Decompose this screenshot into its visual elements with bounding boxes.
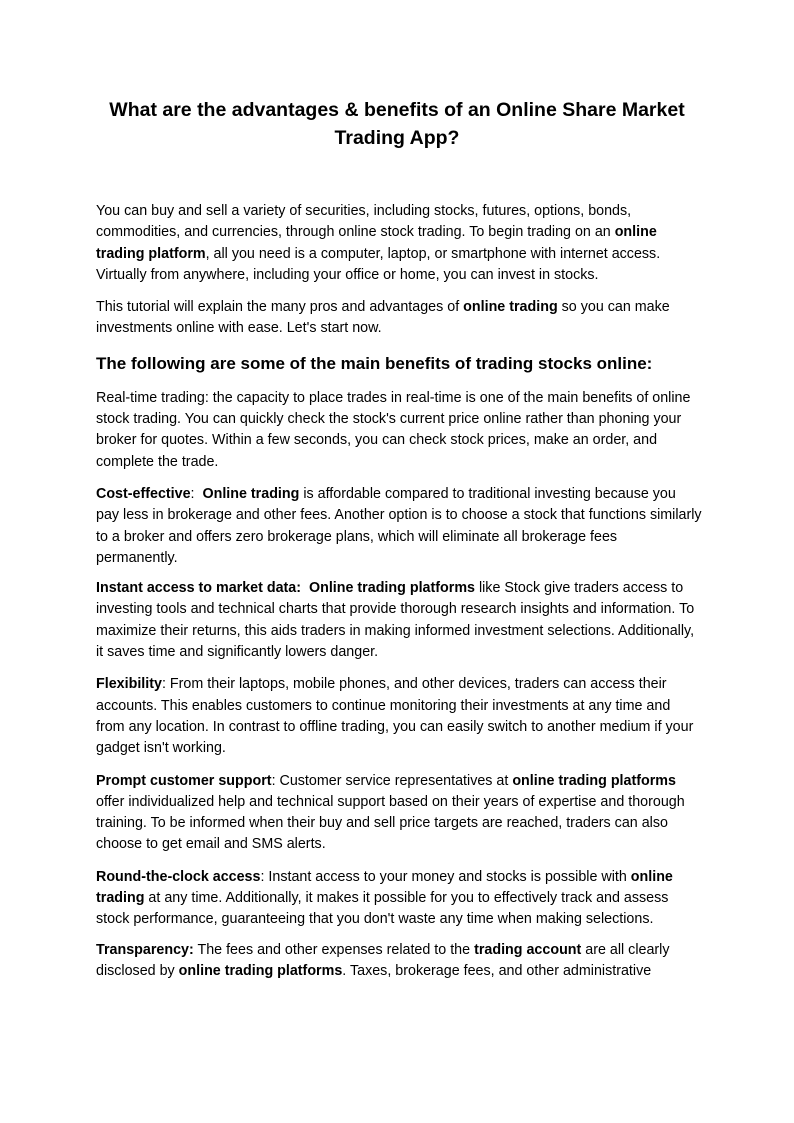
benefit-instant-access <box>96 578 702 663</box>
bold-term: online trading platforms <box>178 962 343 979</box>
bold-term: Online trading platforms <box>308 580 475 597</box>
bold-term: online trading <box>463 299 558 316</box>
text: : Instant access to your money and stocks is possible with <box>260 868 631 885</box>
benefit-label: Flexibility <box>96 676 162 693</box>
text: : <box>190 485 203 502</box>
text: are all clearly disclosed by <box>96 941 670 979</box>
bold-term: online trading platform <box>96 224 657 262</box>
section-heading: The following are some of the main benefits of trading stocks online: <box>96 353 653 373</box>
text <box>301 580 309 596</box>
intro-paragraph-2 <box>96 297 702 340</box>
text: at any time. Additionally, it makes it possible for you to effectively track and assess stock performance, guaranteeing that you don't waste any time when making selections. <box>96 890 669 928</box>
text: This tutorial will explain the many pros and advantages of <box>96 299 464 316</box>
text: You can buy and sell a variety of securities, including stocks, futures, options, bonds, commodities, and currencies, through online stock trading. To begin trading on an <box>96 203 632 241</box>
bold-term: online trading platforms <box>512 772 676 789</box>
text: offer individualized help and technical support based on their years of expertise and thorough training. To be informed when their buy and sell price targets are reached, traders can also choose to get email and SMS alerts. <box>96 793 685 853</box>
text: : Customer service representatives at <box>271 772 513 789</box>
bold-term: online trading <box>96 868 673 907</box>
benefit-flexibility <box>96 674 702 759</box>
benefit-customer-support <box>96 771 702 856</box>
intro-paragraph-1 <box>96 201 702 286</box>
benefit-real-time-trading <box>96 388 702 473</box>
text: : From their laptops, mobile phones, and other devices, traders can access their accounts. This enables customers to continue monitoring their investments at any time and from any location. In contrast to offline trading, you can easily switch to another medium if your gadget isn't working. <box>96 676 694 757</box>
benefit-label: Round-the-clock access <box>96 868 261 885</box>
text: Real-time trading: the capacity to place trades in real-time is one of the main benefits of online stock trading. You can quickly check the stock's current price online rather than phoning your broker for quotes. Within a few seconds, you can check stock prices, make an order, and complete the trade. <box>96 389 691 470</box>
benefit-label: Instant access to market data: <box>96 580 302 597</box>
text: so you can make investments online with ease. Let's start now. <box>96 299 670 337</box>
text: , all you need is a computer, laptop, or smartphone with internet access. Virtually from anywhere, including your office or home, you can invest in stocks. <box>96 245 661 283</box>
benefit-round-the-clock <box>96 867 702 931</box>
text: like Stock give traders access to investing tools and technical charts that provide thorough research insights and information. To maximize their returns, this aids traders in making informed investment selections. Additionally, it saves time and significantly lowers danger. <box>96 580 695 661</box>
text: . Taxes, brokerage fees, and other administrative <box>342 962 652 979</box>
benefit-label: Transparency: <box>96 941 194 958</box>
benefit-label: Prompt customer support <box>96 772 272 789</box>
text: is affordable compared to traditional investing because you pay less in brokerage and other fees. Another option is to choose a stock that functions similarly to a broker and offers zero brokerage plans, which will eliminate all brokerage fees permanently. <box>96 485 702 566</box>
benefit-transparency <box>96 940 702 983</box>
benefit-label: Cost-effective <box>96 485 191 502</box>
bold-term: trading account <box>474 941 582 958</box>
page-title: What are the advantages & benefits of an Online Share Market Trading App? <box>109 99 685 149</box>
bold-term: Online trading <box>202 485 300 502</box>
article-body <box>96 201 702 993</box>
text: The fees and other expenses related to the <box>193 941 475 958</box>
benefit-cost-effective <box>96 484 702 569</box>
